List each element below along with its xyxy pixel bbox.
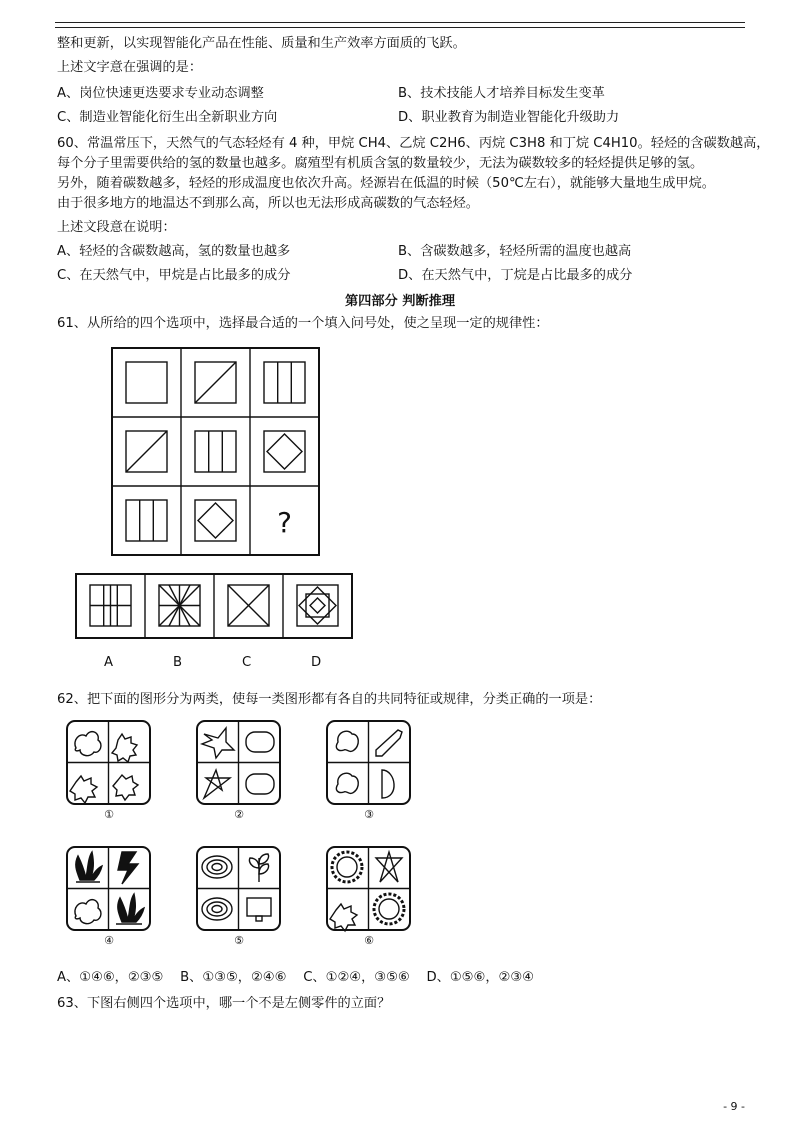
- page-number: - 9 -: [723, 1100, 745, 1113]
- q61-option-label-d: D: [311, 655, 322, 670]
- q60-line-1: 60、常温常压下，天然气的气态轻烃有 4 种，甲烷 CH4、乙烷 C2H6、丙烷 C3H8 和丁烷 C4H10。轻烃的含碳数越高，: [57, 136, 770, 151]
- q59-option-a: A、岗位快速更迭要求专业动态调整: [57, 86, 264, 101]
- q61-option-label-c: C: [242, 655, 252, 670]
- q59-intro: 整和更新，以实现智能化产品在性能、质量和生产效率方面质的飞跃。: [57, 36, 466, 51]
- q59-option-d: D、职业教育为制造业智能化升级助力: [398, 110, 620, 125]
- q60-stem: 上述文段意在说明：: [57, 220, 176, 235]
- q62-figure-4: [66, 846, 152, 932]
- q60-option-c: C、在天然气中，甲烷是占比最多的成分: [57, 268, 291, 283]
- q60-line-4: 由于很多地方的地温达不到那么高，所以也无法形成高碳数的气态轻烃。: [57, 196, 479, 211]
- q59-option-b: B、技术技能人才培养目标发生变革: [398, 86, 605, 101]
- q61-matrix-figure: [112, 348, 322, 558]
- q60-option-b: B、含碳数越多，轻烃所需的温度也越高: [398, 244, 632, 259]
- q60-option-d: D、在天然气中，丁烷是占比最多的成分: [398, 268, 633, 283]
- q60-option-a: A、轻烃的含碳数越高，氢的数量也越多: [57, 244, 291, 259]
- q62-figure-6: [326, 846, 412, 932]
- q62-caption-6: ⑥: [364, 934, 374, 947]
- q62-figure-3: [326, 720, 412, 806]
- q62-caption-4: ④: [104, 934, 114, 947]
- section-title: 第四部分 判断推理: [344, 294, 456, 309]
- q62-caption-1: ①: [104, 808, 114, 821]
- question-mark: ?: [277, 506, 292, 539]
- q61-stem: 61、从所给的四个选项中，选择最合适的一个填入问号处，使之呈现一定的规律性：: [57, 316, 549, 331]
- q62-figure-1: [66, 720, 152, 806]
- q62-caption-2: ②: [234, 808, 244, 821]
- q61-options-figure: [76, 574, 356, 640]
- q61-option-label-a: A: [104, 655, 114, 670]
- q63-stem: 63、下图右侧四个选项中，哪一个不是左侧零件的立面？: [57, 996, 391, 1011]
- q62-figure-5: [196, 846, 282, 932]
- q59-option-c: C、制造业智能化衍生出全新职业方向: [57, 110, 278, 125]
- q62-caption-5: ⑤: [234, 934, 244, 947]
- header-rule-thick: [55, 22, 745, 23]
- q62-stem: 62、把下面的图形分为两类，使每一类图形都有各自的共同特征或规律，分类正确的一项是：: [57, 692, 602, 707]
- q62-figure-2: [196, 720, 282, 806]
- q59-stem: 上述文字意在强调的是：: [57, 60, 203, 75]
- q62-caption-3: ③: [364, 808, 374, 821]
- q62-answer-options: A、①④⑥，②③⑤ B、①③⑤，②④⑥ C、①②④，③⑤⑥ D、①⑤⑥，②③④: [57, 970, 534, 985]
- header-rule-thin: [55, 27, 745, 28]
- q60-line-2: 每个分子里需要供给的氢的数量也越多。腐殖型有机质含氢的数量较少，无法为碳数较多的轻烃提供足够的氢。: [57, 156, 704, 171]
- q61-option-label-b: B: [173, 655, 183, 670]
- q60-line-3: 另外，随着碳数越多，轻烃的形成温度也依次升高。烃源岩在低温的时候（50℃左右），就能够大量地生成甲烷。: [57, 176, 715, 191]
